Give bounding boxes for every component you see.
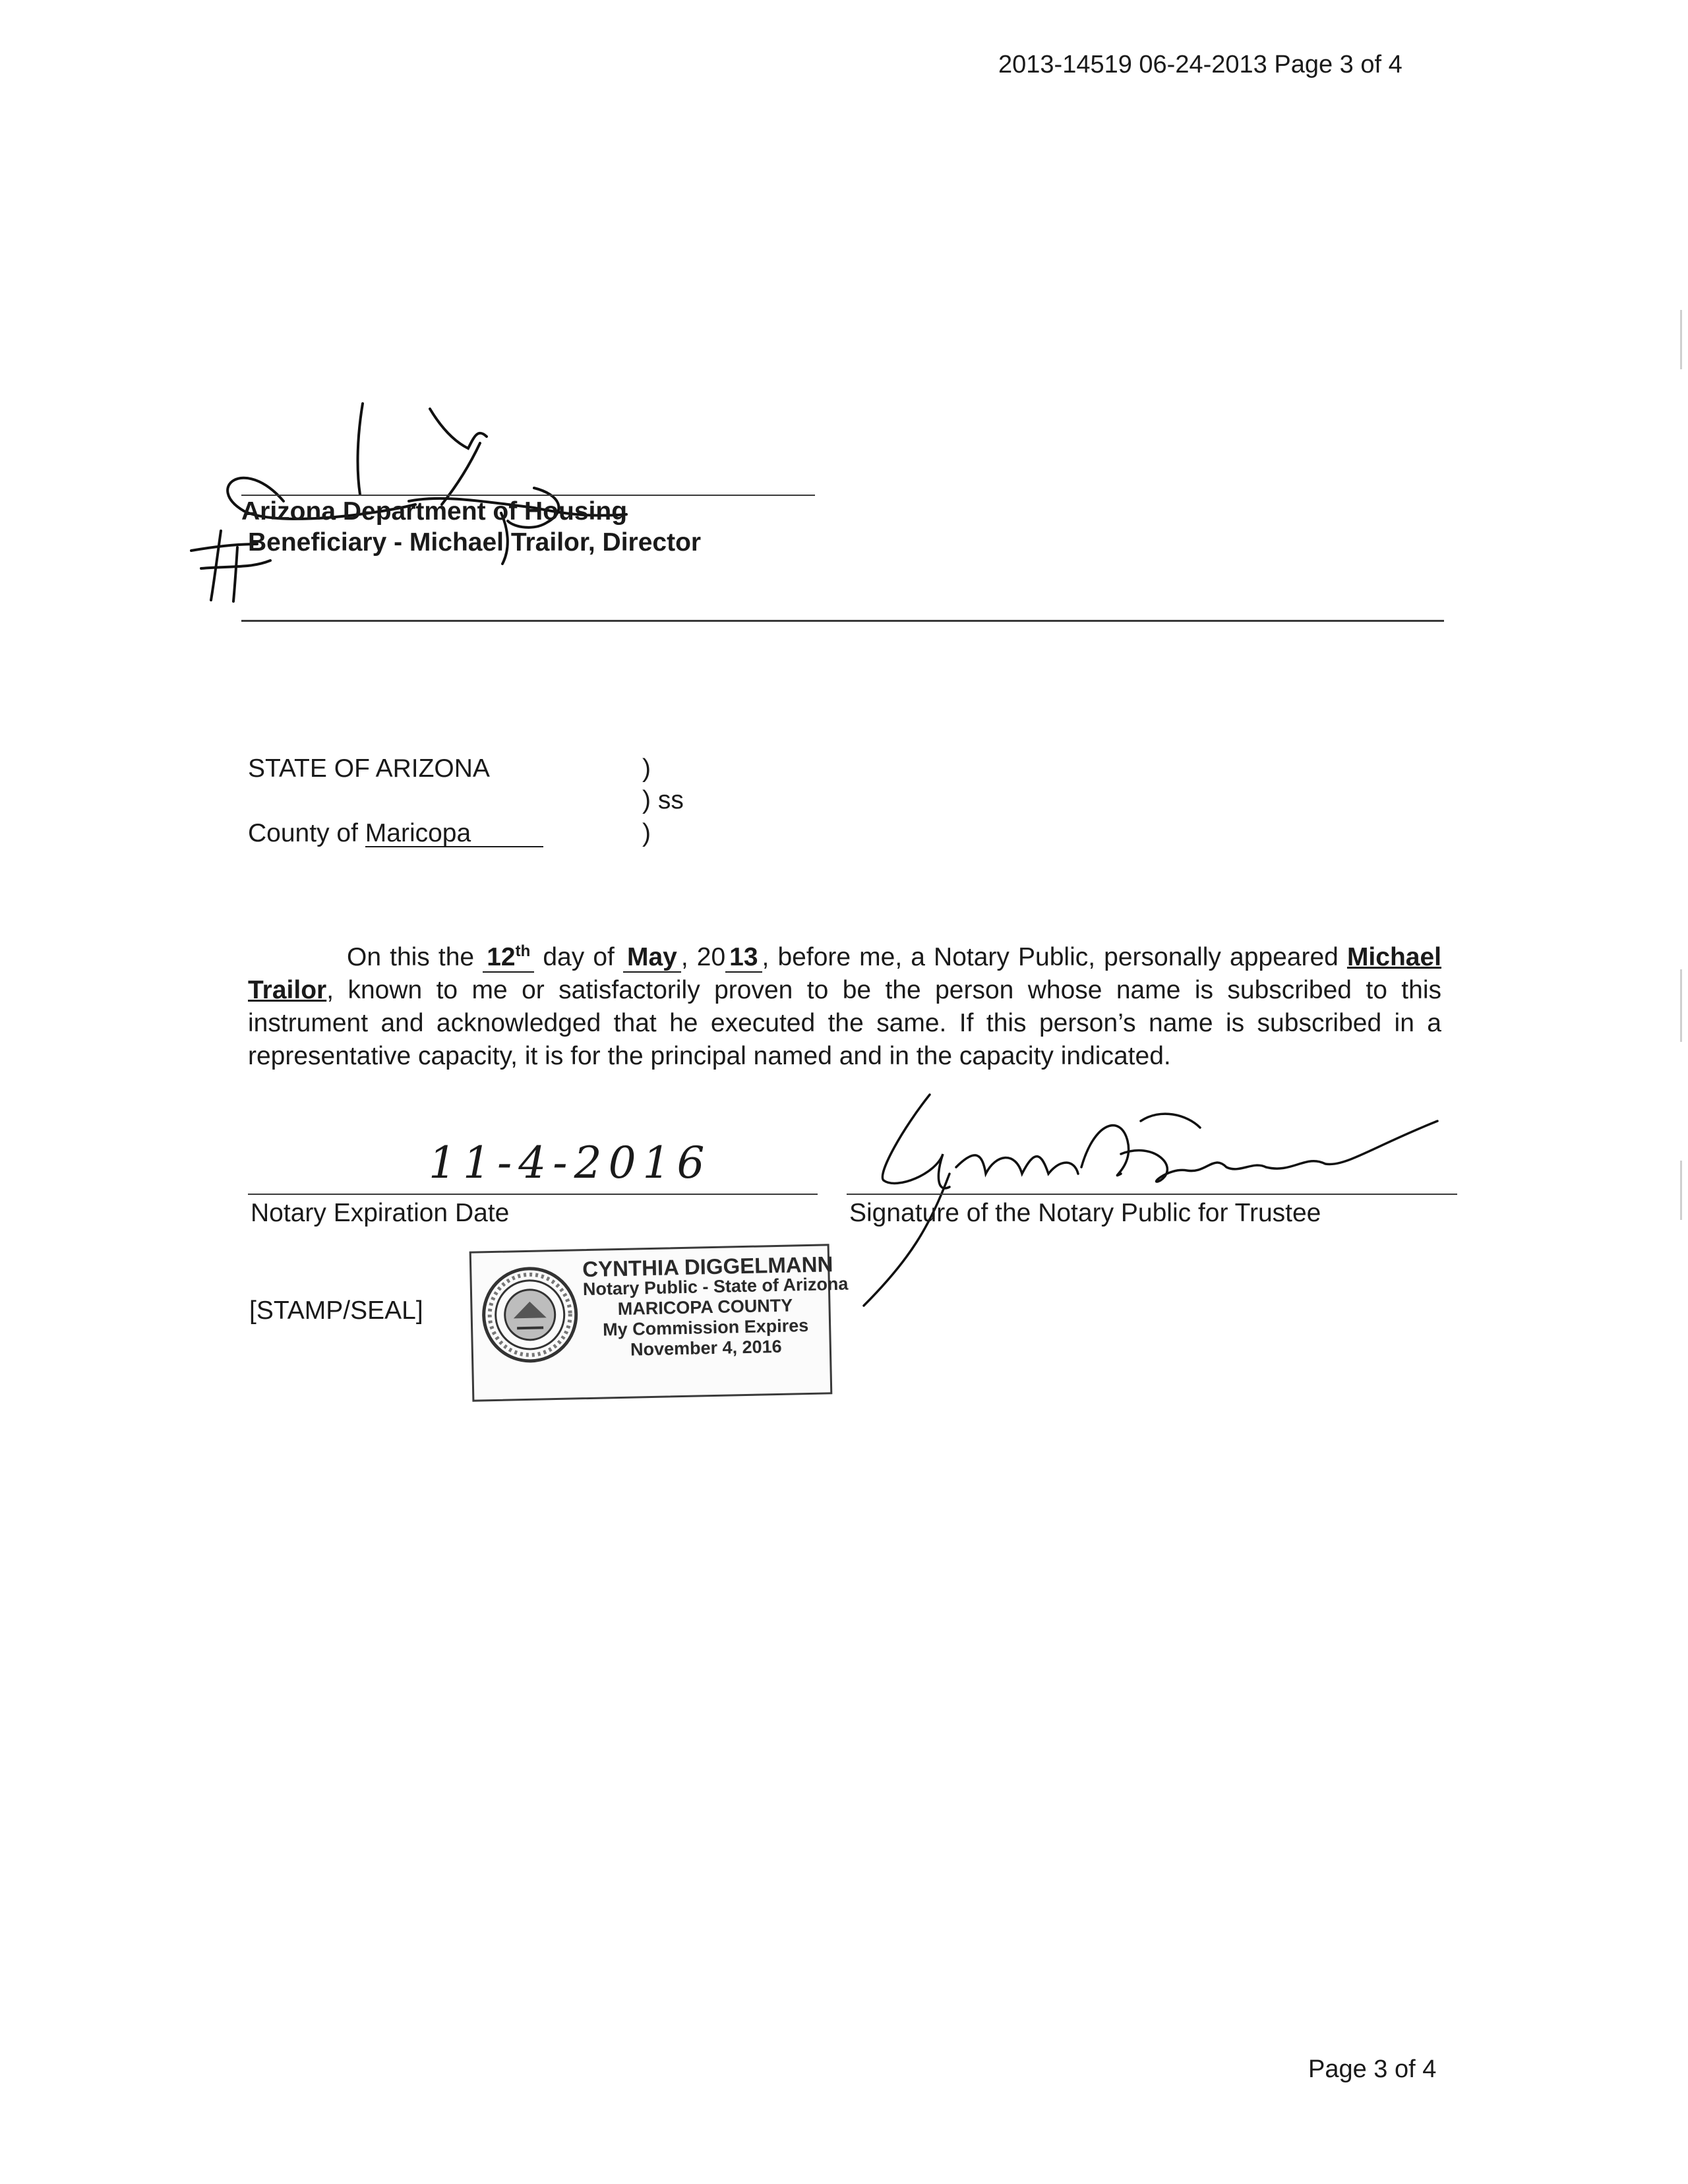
ack-month: May xyxy=(623,943,681,973)
beneficiary-title: Beneficiary - Michael Trailor, Director xyxy=(248,528,702,557)
section-divider xyxy=(241,620,1444,622)
notary-stamp xyxy=(469,1244,849,1401)
notary-signature xyxy=(844,1042,1470,1319)
venue-paren-3: ) xyxy=(642,819,651,847)
ack-text-1: On this the xyxy=(347,943,483,971)
recording-number: 2013-14519 06-24-2013 Page 3 of 4 xyxy=(998,51,1402,78)
ack-text-2: day of xyxy=(534,943,623,971)
arizona-seal-icon xyxy=(479,1264,580,1365)
venue-state: STATE OF ARIZONA xyxy=(248,754,490,783)
expiration-date-line xyxy=(248,1194,818,1195)
notary-expiration-handwritten: 11-4-2016 xyxy=(429,1138,711,1188)
stamp-text: CYNTHIA DIGGELMANN Notary Public - State of Arizona MARICOPA COUNTY My Commission Expires November 4, 2016 xyxy=(582,1252,849,1360)
scan-edge-mark xyxy=(1680,310,1682,369)
ack-name: Michael Trailor xyxy=(248,943,1441,1004)
beneficiary-name: Arizona Department of Housing xyxy=(241,497,628,526)
ack-text-5: , known to me or satisfactorily proven to be the person whose name is subscribed to this instrument and acknowledged that he executed the same. If this person’s name is subscribed in a representative capacity, it is for the principal named and in the capacity indicated. xyxy=(248,976,1441,1070)
ack-text-3: , 20 xyxy=(680,943,726,971)
venue-county xyxy=(248,818,543,849)
page-number: Page 3 of 4 xyxy=(1308,2055,1437,2083)
venue-county-prefix: County of xyxy=(248,819,365,847)
stamp-seal-label: [STAMP/SEAL] xyxy=(249,1296,423,1325)
ack-year: 13 xyxy=(725,943,762,973)
notary-signature-line xyxy=(847,1194,1457,1195)
venue-county-name: Maricopa xyxy=(365,821,543,847)
venue-ss: ) ss xyxy=(642,786,684,814)
scan-edge-mark xyxy=(1680,969,1682,1042)
ack-text-4: , before me, a Notary Public, personally appeared xyxy=(762,943,1347,971)
scan-edge-mark xyxy=(1680,1161,1682,1220)
ack-day: 12th xyxy=(483,943,534,973)
notary-signature-label: Signature of the Notary Public for Trustee xyxy=(849,1199,1321,1227)
venue-paren-1: ) xyxy=(642,754,651,783)
expiration-date-label: Notary Expiration Date xyxy=(251,1199,510,1227)
